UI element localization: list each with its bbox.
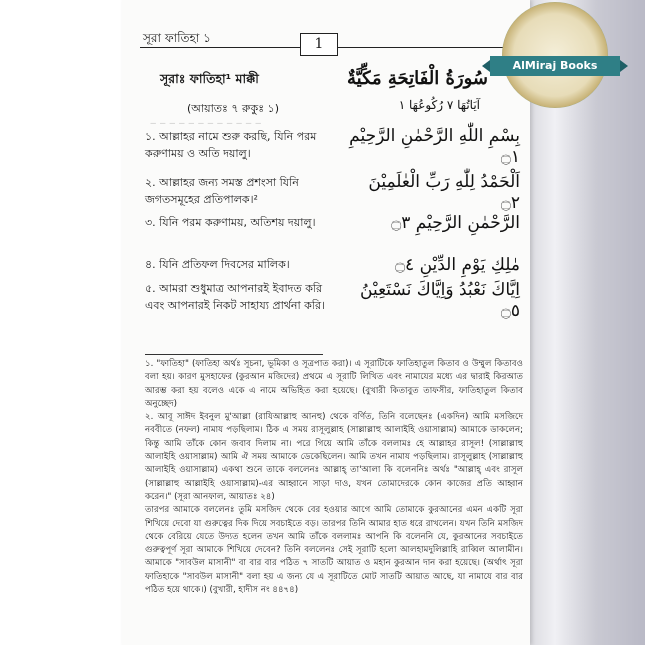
arabic-verse-4: مٰلِكِ يَوْمِ الدِّيْنِ ۝٤ bbox=[395, 255, 520, 275]
seal-circle bbox=[502, 2, 608, 108]
running-header: সূরা ফাতিহা ১ bbox=[143, 31, 211, 45]
page-number: 1 bbox=[300, 33, 338, 56]
arabic-verse-2: اَلْحَمْدُ لِلّٰهِ رَبِّ الْعٰلَمِيْنَ ۝٢ bbox=[368, 172, 520, 213]
arabic-verse-5: اِيَّاكَ نَعْبُدُ وَاِيَّاكَ نَسْتَعِيْنُ ۝٥ bbox=[360, 280, 520, 321]
arabic-surah-heading: سُورَةُ الْفَاتِحَةِ مَكِّيَّةٌ bbox=[346, 68, 488, 89]
footnotes bbox=[145, 358, 523, 597]
bleed-through: ‒ ‒ ‒ ‒ ‒ ‒ ‒ ‒ ‒ ‒ ‒ ‒ bbox=[150, 118, 262, 129]
translation-5: ৫. আমরা শুধুমাত্র আপনারই ইবাদত করি এবং আপনারই নিকট সাহায্য প্রার্থনা করি। bbox=[145, 282, 325, 312]
arabic-verse-1: بِسْمِ اللّٰهِ الرَّحْمٰنِ الرَّحِيْمِ ۝١ bbox=[349, 126, 520, 167]
arabic-subheading: آيَاتُهَا ٧ رُكُوعُهَا ١ bbox=[398, 98, 480, 112]
translation-1: ১. আল্লাহর নামে শুরু করছি, যিনি পরম করুণাময় ও অতি দয়ালু। bbox=[145, 130, 317, 160]
ayat-count: (আয়াতঃ ৭ রুকুঃ ১) bbox=[187, 102, 279, 115]
publisher-seal-logo bbox=[490, 2, 620, 120]
translation-3: ৩. যিনি পরম করুণাময়, অতিশয় দয়ালু। bbox=[145, 216, 316, 229]
footnote-2: ২. আবূ সাঈদ ইবনুল মু'আল্লা (রাযিআল্লাহু আনহু) থেকে বর্ণিত, তিনি বলেছেনঃ (একদিন) আমি মসজিদে নববীতে (নফল) নামায পড়ছিলাম। ঠিক এ সময় রাসূলুল্লাহ (সাল্লাল্লাহু আলাইহি ওয়াসাল্লাম) আমাকে ডাকলেন; কিন্তু আমি তাঁকে কোন জবাব দিলাম না। পরে গিয়ে আমি তাঁকে বললামঃ হে আল্লাহর রাসূল! (সাল্লাল্লাহু আলাইহি ওয়াসাল্লাম) আমি ঐ সময় আমাকে ডেকেছিলেন। আমি তখন নামায পড়ছিলাম। রাসূলুল্লাহ (সাল্লাল্লাহু আলাইহি ওয়াসাল্লাম) একথা শুনে তাকে বললেনঃ আল্লাহ্ তা'আলা কি বলেননিঃ অর্থঃ "আল্লাহ্ এবং রাসূল (সাল্লাল্লাহু আল্লাইহি ওয়াসাল্লাম)-এর আহ্বানে সাড়া দাও, যখন তোমাদেরকে কোন কাজের প্রতি আহ্বান করেন।" (সূরা আনফাল, আয়াতঃ ২৪) bbox=[145, 412, 523, 502]
seal-ribbon-text: AlMiraj Books bbox=[490, 56, 620, 76]
footnote-separator bbox=[145, 354, 323, 355]
translation-2: ২. আল্লাহর জন্য সমস্ত প্রশংসা যিনি জগতসমূহের প্রতিপালক।² bbox=[145, 176, 299, 206]
surah-title: সূরাঃ ফাতিহা¹ মাক্কী bbox=[160, 71, 259, 86]
footnote-1: ১. "ফাতিহা" (ফাতিহা অর্থঃ সূচনা, ভূমিকা ও সূত্রপাত করা)। এ সূরাটিকে ফাতিহাতুল কিতাব ও উম্মুল কিতাবও বলা হয়। কারণ মুসহাফের (কুরআন মজিদের) প্রথমে এ সূরাটি লিখিত এবং নামাযের মধ্যে এর দ্বারাই কিরআত আরম্ভ করা হয় বলেও একে এ নামে অভিহিত করা হয়েছে। (বুখারী কিতাবুত তাফসীর, ফাতিহাতুল কিতাব অনুচ্ছেদ) bbox=[145, 359, 523, 409]
footnote-2-continued: তারপর আমাকে বললেনঃ তুমি মসজিদ থেকে বের হওয়ার আগে আমি তোমাকে কুরআনের এমন একটি সূরা শিখিয়ে দেবো যা গুরুত্বের দিক দিয়ে সবচাইতে বড়। তারপর তিনি আমার হাত ধরে রাখলেন। যখন তিনি মসজিদ থেকে বেরিয়ে যেতে উদ্যত হলেন তখন আমি তাঁকে বললামঃ আপনি কি বলেননি যে, কুরআনের সবচাইতে গুরুত্বপূর্ণ সূরা আমাকে শিখিয়ে দেবেন? তিনি বললেনঃ সেই সূরাটি হলো আলহামদুলিল্লাহি রাব্বিল আলামীন। আমাকে "সাবউল মাসানী" বা বার বার পঠিত ৭ সাতটি আয়াত ও মহান কুরআন দান করা হয়েছে। (অর্থাৎ সূরা ফাতিহাকে "সাবউল মাসানী" বলা হয় এ জন্য যে এ সূরাটিতে মোট সাতটি আয়াত আছে, যা নামাযে বার বার পঠিত হয়ে থাকে।) (বুখারী, হাদীস নং ৪৪৭৪) bbox=[145, 505, 523, 596]
arabic-verse-3: الرَّحْمٰنِ الرَّحِيْمِ ۝٣ bbox=[391, 213, 520, 233]
translation-4: ৪. যিনি প্রতিফল দিবসের মালিক। bbox=[145, 258, 290, 271]
